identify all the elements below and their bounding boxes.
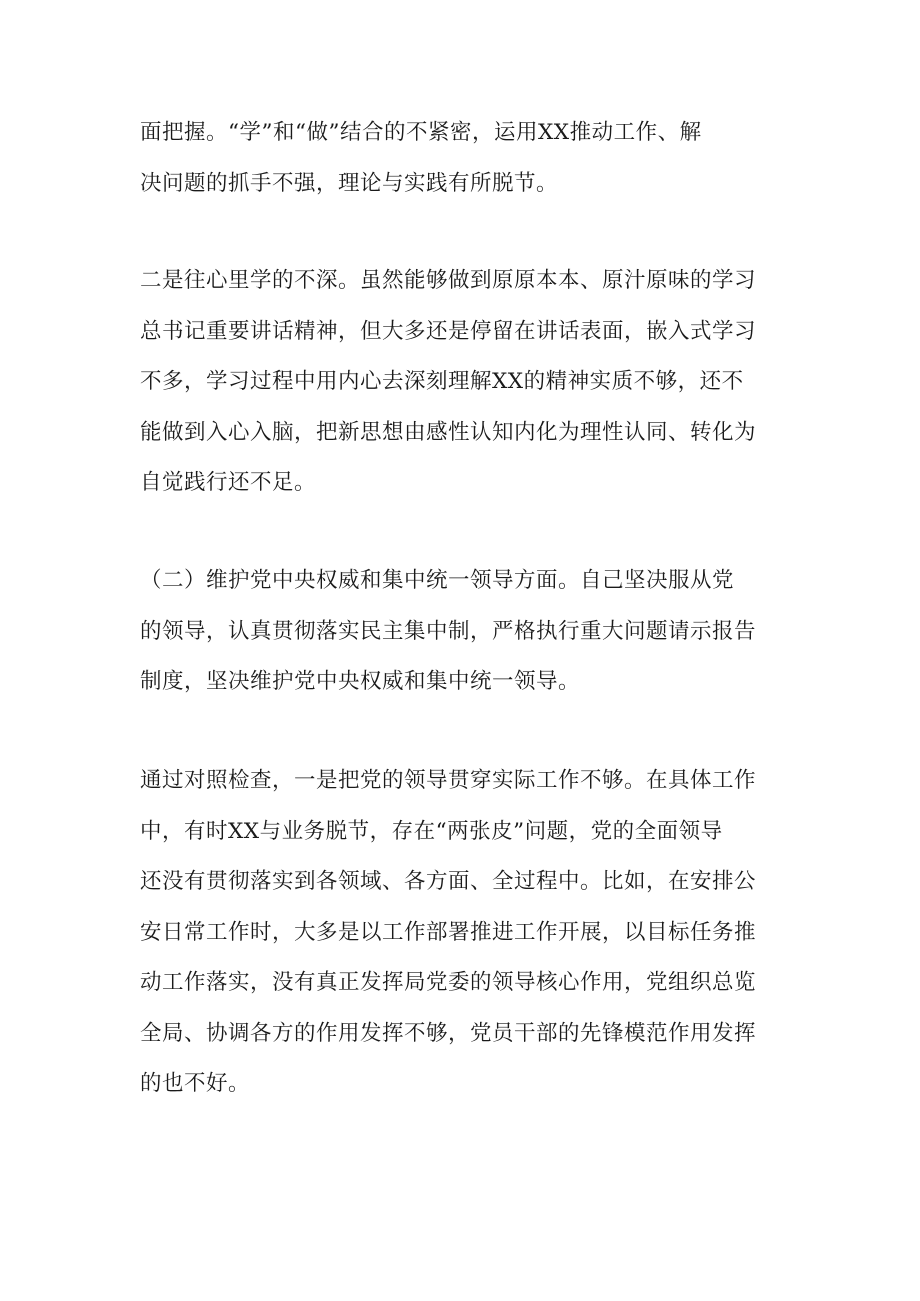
text-line: 的也不好。 — [140, 1071, 251, 1096]
paragraph-study-practice — [140, 108, 790, 209]
text-line: 总书记重要讲话精神，但大多还是停留在讲话表面，嵌入式学习 — [140, 318, 757, 344]
text-line: 安日常工作时，大多是以工作部署推进工作开展，以目标任务推 — [140, 919, 757, 945]
text-line: 面把握。“学”和“做”结合的不紧密，运用XX推动工作、解 — [140, 120, 702, 145]
paragraph-study-depth — [140, 256, 790, 509]
text-line: 制度，坚决维护党中央权威和集中统一领导。 — [140, 669, 581, 694]
text-line: 通过对照检查，一是把党的领导贯穿实际工作不够。在具体工作 — [140, 768, 757, 793]
text-line: 不多，学习过程中用内心去深刻理解XX的精神实质不够，还不 — [140, 369, 744, 394]
paragraph-section-heading — [140, 556, 790, 708]
paragraph-self-check — [140, 756, 790, 1110]
text-line: 全局、协调各方的作用发挥不够，党员干部的先锋模范作用发挥 — [140, 1020, 757, 1046]
text-line: 动工作落实，没有真正发挥局党委的领导核心作用，党组织总览 — [140, 970, 757, 995]
text-line: 中，有时XX与业务脱节，存在“两张皮”问题，党的全面领导 — [140, 818, 723, 844]
text-line: 还没有贯彻落实到各领域、各方面、全过程中。比如，在安排公 — [140, 869, 757, 894]
text-line: 决问题的抓手不强，理论与实践有所脱节。 — [140, 170, 559, 196]
text-line: 的领导，认真贯彻落实民主集中制，严格执行重大问题请示报告 — [140, 618, 757, 644]
text-line: 二是往心里学的不深。虽然能够做到原原本本、原汁原味的学习 — [140, 268, 757, 293]
text-line: 能做到入心入脑，把新思想由感性认知内化为理性认同、转化为 — [140, 419, 757, 445]
text-line: （二）维护党中央权威和集中统一领导方面。自己坚决服从党 — [140, 568, 735, 593]
text-line: 自觉践行还不足。 — [140, 470, 317, 495]
